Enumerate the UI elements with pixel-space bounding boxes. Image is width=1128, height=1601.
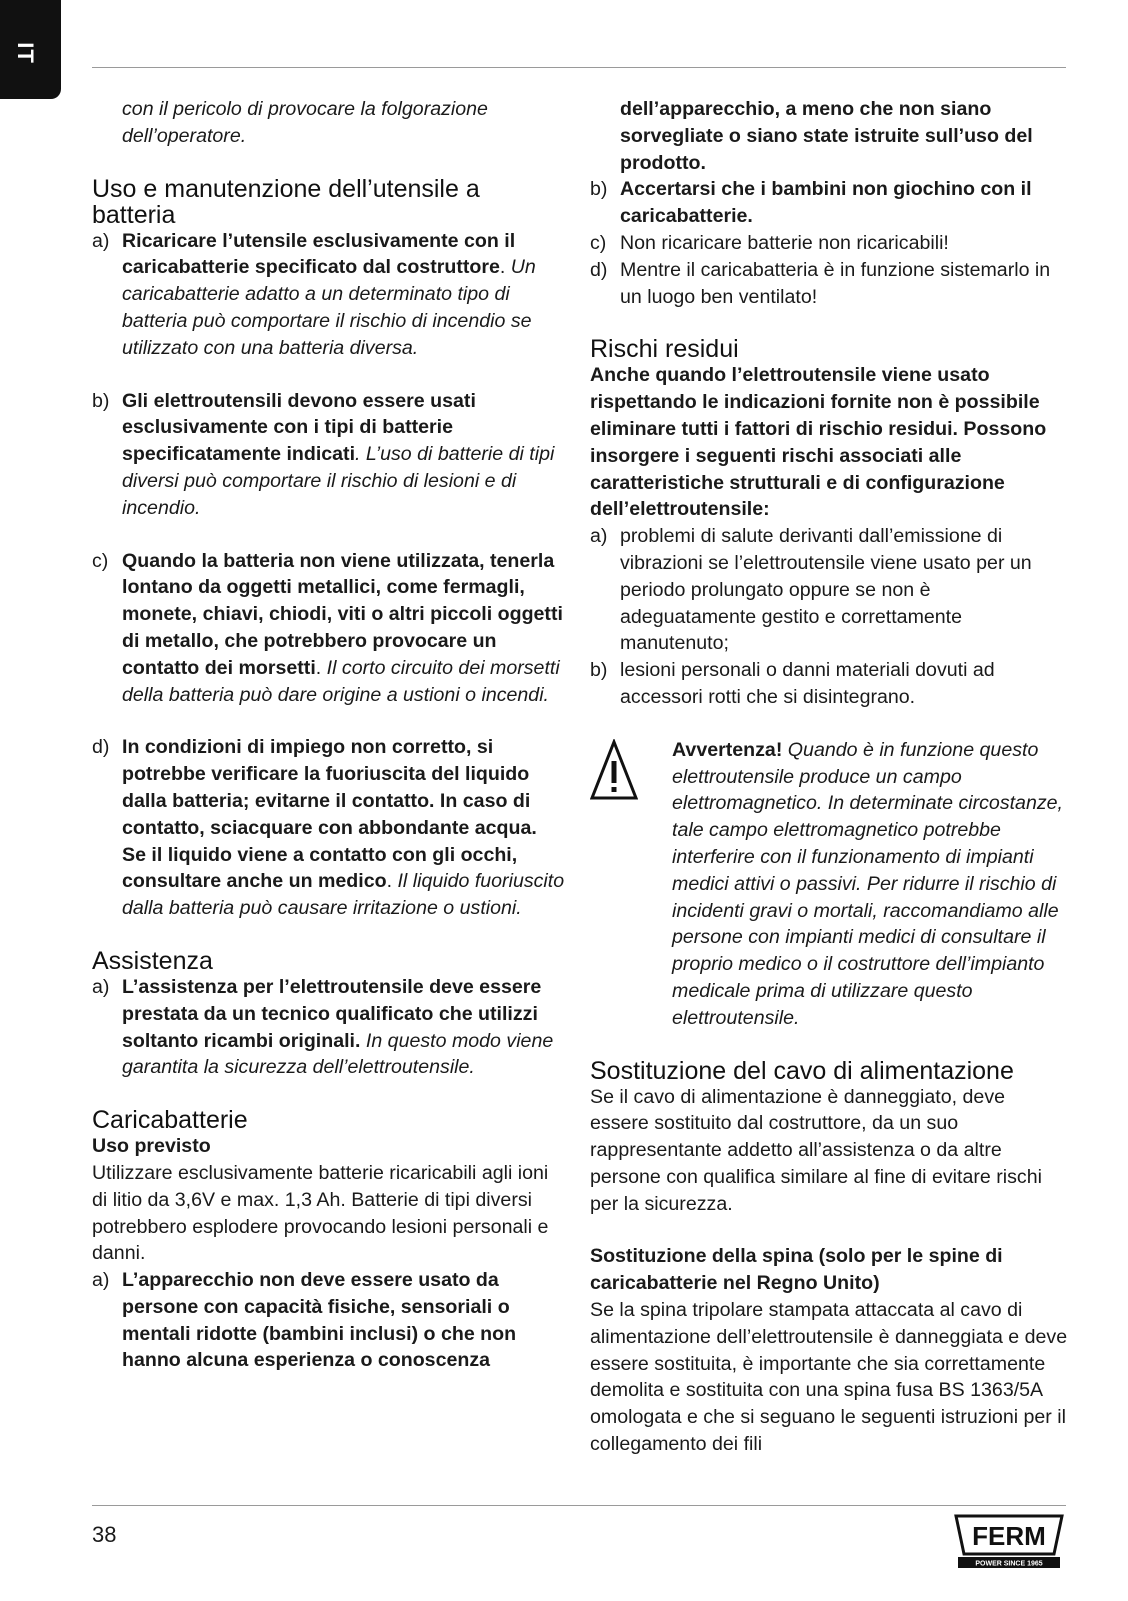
section-title-charger: Caricabatterie <box>92 1106 248 1135</box>
list-item: a) L’apparecchio non deve essere usato da persone con capacità fisiche, sensoriali o mentali ridotte (bambini inclusi) o che non hanno alcuna esperienza o conoscenza <box>92 1269 517 1372</box>
section-title-cable-replacement: Sostituzione del cavo di alimentazione <box>590 1056 1014 1085</box>
right-column <box>590 96 1068 1458</box>
paragraph: Se il cavo di alimentazione è danneggiato, deve essere sostituito dal costruttore, da un suo rappresentante addetto all’assistenza o da altre persone con qualifica similare al fine di evitare rischi per la sicurezza. <box>590 1085 1042 1215</box>
list-item: d) Mentre il caricabatteria è in funzione sistemarlo in un luogo ben ventilato! <box>590 258 1051 308</box>
warning-block: Avvertenza! Quando è in funzione questo elettroutensile produce un campo elettromagnetico. In determinate circostanze, tale campo elettromagnetico potrebbe interferire con il funzionamento di impianti medici attivi o passivi. Per ridurre il rischio di incidenti gravi o mortali, raccomandiamo alle persone con impianti medici di consultare il proprio medico o il costruttore dell’impianto medicale prima di utilizzare questo elettroutensile. <box>590 737 1068 1032</box>
left-column <box>92 96 566 1374</box>
warning-triangle-icon <box>590 737 672 1032</box>
svg-text:FERM: FERM <box>972 1521 1046 1551</box>
list-item: b) lesioni personali o danni materiali dovuti ad accessori rotti che si disintegrano. <box>590 659 995 708</box>
list-item: c) Quando la batteria non viene utilizzata, tenerla lontano da oggetti metallici, come fermagli, monete, chiavi, chiodi, viti o altri piccoli oggetti di metallo, che potrebbero provocare un contatto dei morsetti. Il corto circuito dei morsetti della batteria può dare origine a ustioni o incendi. <box>92 549 563 706</box>
list-item: a) L’assistenza per l’elettroutensile deve essere prestata da un tecnico qualificato che utilizzi soltanto ricambi originali. In questo modo viene garantita la sicurezza dell’elettroutensile. <box>92 975 554 1079</box>
intro-text: con il pericolo di provocare la folgorazione dell’operatore. <box>122 98 488 147</box>
section-title-battery-tool: Uso e manutenzione dell’utensile a batteria <box>92 174 480 229</box>
svg-text:POWER SINCE 1965: POWER SINCE 1965 <box>975 1560 1043 1568</box>
footer-rule <box>92 1505 1066 1506</box>
subsection-title: Uso previsto <box>92 1135 211 1158</box>
list-item: a) Ricaricare l’utensile esclusivamente con il caricabatterie specificato dal costruttore. Un caricabatterie adatto a un determinato tipo di batteria può comportare il rischio di incendio se utilizzato con una batteria diversa. <box>92 229 536 359</box>
list-item: b) Accertarsi che i bambini non giochino con il caricabatterie. <box>590 178 1032 228</box>
language-tab-label: IT <box>12 42 38 64</box>
continued-text: dell’apparecchio, a meno che non siano sorvegliate o siano state istruite sull’uso del prodotto. <box>620 98 1033 174</box>
list-item: a) problemi di salute derivanti dall’emissione di vibrazioni se l’elettroutensile viene usato per un periodo prolungato oppure se non è adeguatamente gestito e correttamente manutenuto; <box>590 525 1032 655</box>
section-title-residual-risks: Rischi residui <box>590 335 739 364</box>
paragraph: Se la spina tripolare stampata attaccata al cavo di alimentazione dell’elettroutensile è danneggiata e deve essere sostituita, è importante che sia correttamente demolita e sostituita con una spina fusa BS 1363/5A omologata e che si seguano le seguenti istruzioni per il collegamento dei fili <box>590 1299 1068 1456</box>
list-item: b) Gli elettroutensili devono essere usati esclusivamente con i tipi di batterie specificatamente indicati. L’uso di batterie di tipi diversi può comportare il rischio di lesioni e di incendio. <box>92 389 555 519</box>
section-title-service: Assistenza <box>92 946 213 975</box>
language-tab <box>0 0 61 99</box>
list-item: d) In condizioni di impiego non corretto, si potrebbe verificare la fuoriuscita del liquido dalla batteria; evitarne il contatto. In caso di contatto, sciacquare con abbondante acqua. Se il liquido viene a contatto con gli occhi, consultare anche un medico. Il liquido fuoriuscito dalla batteria può causare irritazione o ustioni. <box>92 736 565 920</box>
header-rule <box>92 67 1066 68</box>
subsection-title: Sostituzione della spina (solo per le spine di caricabatterie nel Regno Unito) <box>590 1245 1003 1295</box>
list-item: c) Non ricaricare batterie non ricaricabili! <box>590 231 949 254</box>
page-number: 38 <box>92 1522 117 1547</box>
paragraph: Utilizzare esclusivamente batterie ricaricabili agli ioni di litio da 3,6V e max. 1,3 Ah. Batterie di tipi diversi potrebbero esplodere provocando lesioni personali e danni. <box>92 1161 549 1265</box>
paragraph: Anche quando l’elettroutensile viene usato rispettando le indicazioni fornite non è possibile eliminare tutti i fattori di rischio residui. Possono insorgere i seguenti rischi associati alle caratteristiche strutturali e di configurazione dell’elettroutensile: <box>590 364 1047 521</box>
ferm-logo <box>950 1512 1068 1572</box>
